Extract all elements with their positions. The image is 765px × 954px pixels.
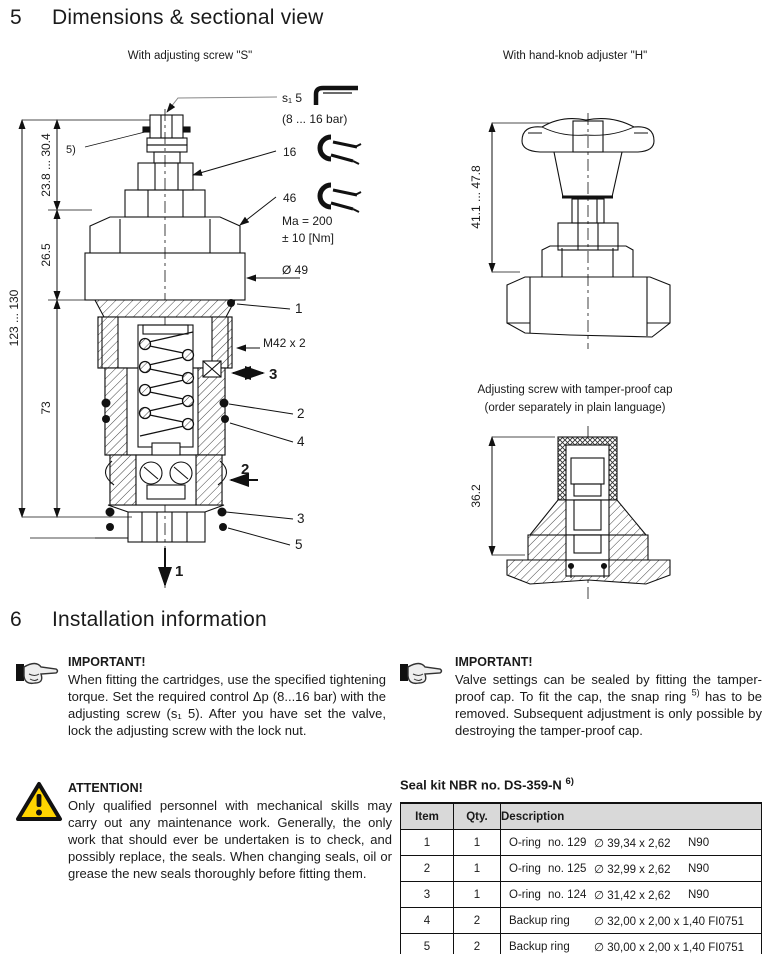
desc-part: N90: [688, 862, 710, 875]
important-right-text-2: has to be removed. Subsequent adjustment is only possible by destroying the tamper-proof cap.: [455, 689, 762, 738]
attention-heading: ATTENTION!: [68, 781, 143, 795]
seal-kit-title-text: Seal kit NBR no. DS-359-N: [400, 777, 562, 793]
desc-part: O-ring: [509, 862, 541, 875]
cell-item: 4: [401, 908, 454, 934]
desc-part: O-ring: [509, 836, 541, 849]
cell-description: [501, 882, 762, 908]
desc-part: ∅ 31,42 x 2,62: [594, 889, 671, 902]
svg-text:2: 2: [241, 461, 250, 478]
pointing-hand-icon: [16, 658, 60, 688]
dimension-label: 41.1 ... 47.8: [469, 165, 483, 229]
important-right-body: [455, 671, 762, 739]
column-header-item: Item: [401, 803, 454, 830]
svg-text:123 ... 130: 123 ... 130: [7, 289, 21, 347]
desc-part: ∅ 32,00 x 2,00 x 1,40 FI0751: [594, 915, 745, 928]
svg-text:3: 3: [269, 366, 278, 383]
pointing-hand-icon: [400, 658, 444, 688]
important-left-heading: IMPORTANT!: [68, 655, 146, 669]
table-row: [401, 856, 762, 882]
table-row: [401, 882, 762, 908]
svg-text:46: 46: [283, 191, 297, 205]
important-right-text: Valve settings can be sealed by fitting the tamper-proof cap. To fit the cap, the snap ring: [455, 672, 762, 704]
cell-qty: 1: [454, 830, 501, 856]
table-row: [401, 830, 762, 856]
desc-part: N90: [688, 836, 710, 849]
hand-knob-drawing: [450, 85, 765, 365]
svg-text:1: 1: [175, 563, 184, 580]
svg-text:23.8 ... 30.4: 23.8 ... 30.4: [39, 133, 53, 197]
footnote-5-ref: 5): [691, 687, 700, 698]
cell-description: [501, 908, 762, 934]
wrench-46-icon: [320, 185, 361, 212]
dimension-labels: [7, 133, 53, 415]
section-6-title: Installation information: [52, 608, 267, 631]
caption-tamper-cap-1: Adjusting screw with tamper-proof cap: [477, 384, 673, 396]
svg-text:Ø 49: Ø 49: [282, 263, 309, 277]
svg-text:3: 3: [297, 511, 305, 526]
svg-text:16: 16: [283, 145, 297, 159]
seal-kit-table: [400, 802, 762, 954]
table-row: [401, 934, 762, 954]
allen-key-icon: [316, 88, 358, 105]
valve-body: [30, 109, 245, 590]
caption-hand-knob: With hand-knob adjuster "H": [502, 50, 648, 62]
cell-description: [501, 856, 762, 882]
section-5-number: 5: [10, 6, 22, 29]
important-right-heading: IMPORTANT!: [455, 655, 533, 669]
desc-part: no. 129: [548, 836, 587, 849]
cell-item: 5: [401, 934, 454, 954]
desc-part: N90: [688, 888, 710, 901]
svg-text:± 10 [Nm]: ± 10 [Nm]: [282, 231, 334, 245]
seal-kit-title: [400, 776, 574, 792]
cell-description: [501, 934, 762, 954]
svg-text:M42 x 2: M42 x 2: [263, 336, 306, 350]
desc-part: O-ring: [509, 888, 541, 901]
svg-text:5: 5: [295, 537, 303, 552]
svg-text:(8 ... 16 bar): (8 ... 16 bar): [282, 112, 348, 126]
cell-qty: 1: [454, 882, 501, 908]
table-header-row: [401, 803, 762, 830]
svg-text:2: 2: [297, 406, 305, 421]
important-left-body: When fitting the cartridges, use the specified tightening torque. Set the required control Δp (8...16 bar) with the adjusting screw (s₁ 5). After you have set the valve, lock the adjusting screw with the lock nut.: [68, 672, 386, 738]
cell-qty: 1: [454, 856, 501, 882]
cell-item: 1: [401, 830, 454, 856]
cell-item: 2: [401, 856, 454, 882]
column-header-qty: Qty.: [454, 803, 501, 830]
svg-text:5): 5): [66, 144, 76, 156]
caption-adjusting-screw: With adjusting screw "S": [127, 50, 253, 62]
desc-part: no. 125: [548, 862, 587, 875]
dimension-label: 36.2: [469, 484, 483, 508]
table-row: [401, 908, 762, 934]
tamper-cap-drawing: [450, 370, 765, 610]
hand-knob-body: [507, 113, 670, 349]
cap-body: [507, 426, 670, 602]
dimension-lines: [492, 123, 550, 272]
desc-part: ∅ 39,34 x 2,62: [594, 837, 671, 850]
warning-triangle-icon: [15, 781, 63, 823]
svg-text:73: 73: [39, 401, 53, 415]
desc-part: Backup ring: [509, 940, 570, 953]
attention-body: Only qualified personnel with mechanical skills may carry out any maintenance work. Generally, the only work that should ever be undertaken is to check, and possibly replace, the seals. When changing seals, oil or grease the new seals thoroughly before fitting them.: [68, 798, 392, 881]
cell-description: [501, 830, 762, 856]
section-5-title: Dimensions & sectional view: [52, 6, 324, 29]
svg-text:Ma = 200: Ma = 200: [282, 214, 333, 228]
caption-tamper-cap-2: (order separately in plain language): [484, 402, 666, 414]
column-header-description: Description: [501, 803, 762, 830]
svg-text:4: 4: [297, 434, 305, 449]
wrench-16-icon: [320, 137, 361, 164]
footnote-6-ref: 6): [565, 776, 574, 787]
svg-text:1: 1: [295, 301, 303, 316]
cell-qty: 2: [454, 934, 501, 954]
desc-part: Backup ring: [509, 914, 570, 927]
section-6-number: 6: [10, 608, 22, 631]
svg-text:26.5: 26.5: [39, 243, 53, 267]
desc-part: no. 124: [548, 888, 587, 901]
cell-qty: 2: [454, 908, 501, 934]
desc-part: ∅ 32,99 x 2,62: [594, 863, 671, 876]
valve-sectional-drawing: [0, 85, 430, 600]
desc-part: ∅ 30,00 x 2,00 x 1,40 FI0751: [594, 941, 745, 954]
svg-text:s₁ 5: s₁ 5: [282, 91, 303, 105]
cell-item: 3: [401, 882, 454, 908]
